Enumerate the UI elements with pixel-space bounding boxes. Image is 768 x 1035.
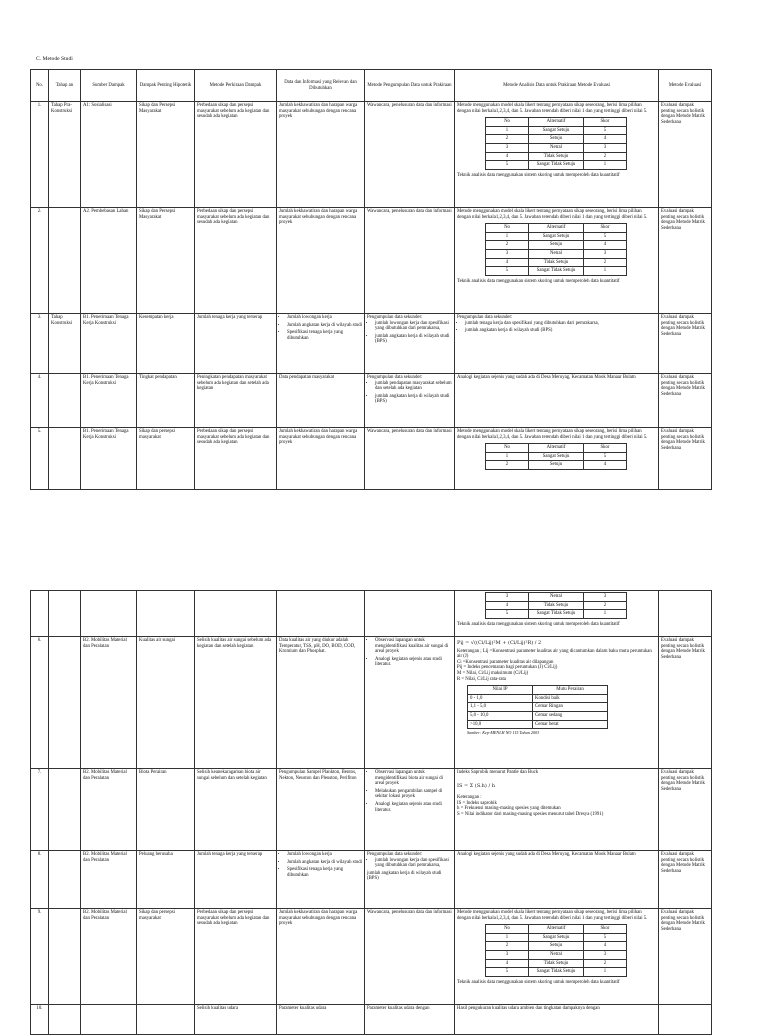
skor-header: Skor	[584, 444, 627, 453]
row-data: Jumlah kekhawatiran dan harapan warga masyarakat sehubungan dengan rencana proyek	[277, 428, 365, 490]
skor-cell: 4	[584, 461, 627, 470]
row-analisis	[455, 208, 659, 314]
row-no: 4.	[31, 374, 49, 428]
table-row	[31, 314, 712, 374]
row-perkiraan: Jumlah tenaga kerja yang terserap	[195, 314, 277, 374]
row-analisis	[455, 428, 659, 490]
skor-header: Alternatif	[529, 444, 584, 453]
row-dampak: Peluang berusaha	[137, 851, 195, 909]
row-tahapan	[49, 769, 81, 851]
skor-cell: 1	[486, 933, 529, 942]
row-evaluasi: Evaluasi dampak penting secara holistik dengan Metode Matrik Sederhana	[659, 428, 712, 490]
row-tahapan: Tahap Konstruksi	[49, 314, 81, 374]
nilai-header: Nilai IP	[468, 686, 533, 695]
skor-cell: Sangat Setuju	[529, 126, 584, 135]
skor-cell: 4	[486, 258, 529, 267]
table-row	[31, 208, 712, 314]
row-sumber: B2. Mobilitas Material dan Peralatan	[81, 909, 137, 1005]
pengumpulan-title: Pengumpulan data sekunder:	[367, 315, 423, 320]
skor-cell: Setuju	[529, 942, 584, 951]
row-tahapan	[49, 374, 81, 428]
teknik-text: Teknik analisis data menggunakan sistem skoring untuk memperoleh data kuantitatif	[457, 621, 620, 627]
analisis-title: Pengumpulan data sekunder:	[457, 315, 513, 320]
ket-line: IS = Indeks saprobik	[457, 800, 497, 806]
table-row	[31, 909, 712, 1005]
skor-header: No	[486, 118, 529, 127]
skor-cell: 3	[486, 143, 529, 152]
skor-cell: Sangat Tidak Setuju	[529, 161, 584, 170]
nilai-cell: Cemar berat	[533, 720, 608, 729]
skor-header: No	[486, 925, 529, 934]
row-dampak: Sikap dan Persepsi Masyarakat	[137, 208, 195, 314]
row-pengumpulan	[365, 374, 455, 428]
row-data: Jumlah kekhawatiran dan harapan warga masyarakat sehubungan dengan rencana proyek	[277, 909, 365, 1005]
list-item: • Analogi kegiatan sejenis atau studi literatur.	[375, 657, 452, 668]
header-data-informasi: Data dan Informasi yang Relevan dan Dibutuhkan	[277, 70, 365, 102]
row-data: Jumlah kekhawatiran dan harapan warga masyarakat sehubungan dengan rencana proyek	[277, 208, 365, 314]
skor-cell: 3	[584, 249, 627, 258]
row-analisis	[455, 314, 659, 374]
keterangan-text: Keterangan ; Lij =Konsentrasi parameter kualitas air yang dicantumkan dalam baku mutu peruntukan air (J)	[457, 648, 652, 660]
skor-cell: 4	[584, 241, 627, 250]
row-no: 7.	[31, 769, 49, 851]
skor-header: Skor	[584, 118, 627, 127]
row-dampak: Tingkat pendapatan	[137, 374, 195, 428]
nilai-cell: 5,0 - 10,0	[468, 711, 533, 720]
row-sumber: A1: Sosialisasi	[81, 102, 137, 208]
header-metode-evaluasi: Metode Evaluasi	[659, 70, 712, 102]
skor-cell: 5	[584, 933, 627, 942]
ket-line: S = Nilai indikator dari masing-masing spesies menurut tabel Dresya (1991)	[457, 811, 604, 817]
ket-line: h = Frekuensi masing-masing spesies yang ditemukan	[457, 806, 561, 812]
row-no: 9.	[31, 909, 49, 1005]
skor-header: Skor	[584, 224, 627, 233]
list-item: • Analogi kegiatan sejenis atau studi literatur.	[375, 802, 452, 813]
header-metode-pengumpulan: Metode Pengumpulan Data untuk Prakiraan	[365, 70, 455, 102]
row-pengumpulan	[365, 851, 455, 909]
row-sumber: B1. Penerimaan Tenaga Kerja Konstruksi	[81, 428, 137, 490]
skor-header: No	[486, 444, 529, 453]
table-row	[31, 851, 712, 909]
table-row	[31, 374, 712, 428]
skor-cell: Sangat Tidak Setuju	[529, 968, 584, 977]
list-item: • jumlah lowongan kerja dan spesifikasi yang dibutuhkan dari pemrakarsa,	[375, 858, 452, 869]
skor-cell: 5	[584, 232, 627, 241]
row-perkiraan: Selisih keanekaragaman biota air sungai sebelum dan setelah kegiatan	[195, 769, 277, 851]
list-item: • jumlah angkatan kerja di wilayah studi (BPS)	[465, 328, 656, 334]
row-sumber: B2. Mobilitas Material dan Peralatan	[81, 769, 137, 851]
skor-cell: Sangat Setuju	[529, 232, 584, 241]
skor-cell: 3	[486, 950, 529, 959]
row-sumber: B2. Mobilitas Material dan Peralatan	[81, 851, 137, 909]
skor-cell: Tidak Setuju	[529, 152, 584, 161]
row-perkiraan: Selisih kualitas air sungai sebelum ada kegiatan dan setelah kegiatan	[195, 637, 277, 769]
likert-text: Metode menggunakan model skala likert tentang pernyataan sikap seseorang, berisi lima pilihan dengan nilai berkala1,2,3,4, dan 5. Jawaban terendah diberi nilai 1 dan yang tertinggi diberi nilai 5.	[457, 209, 648, 220]
skor-cell: 5	[584, 126, 627, 135]
skor-cell: Sangat Setuju	[529, 933, 584, 942]
table-row	[31, 1005, 712, 1035]
skor-cell: Tidak Setuju	[529, 258, 584, 267]
header-sumber-dampak: Sumber Dampak	[81, 70, 137, 102]
row-tahapan	[49, 428, 81, 490]
sumber-text: Sumber: Kep-MENLH NO 115 Tahun 2003	[467, 730, 540, 736]
row-data: Pengumpulan Sampel Plankton, Bentos, Nekton, Neuston dan Pleuston, Perifiton	[277, 769, 365, 851]
teknik-text: Teknik analisis data menggunakan sistem skoring untuk memperoleh data kuantitatif	[457, 979, 620, 985]
skor-cell: 3	[584, 950, 627, 959]
list-item: • Jumlah angkatan kerja di wilayah studi	[287, 323, 362, 329]
ket-line: Pij = Indeks pencemaran bagi peruntukan (J) Ci/Lij)	[457, 665, 558, 671]
row-evaluasi: Evaluasi dampak penting secara holistik dengan Metode Matrik Sederhana	[659, 374, 712, 428]
skor-cell: 1	[486, 126, 529, 135]
pengumpulan-title: Pengumpulan data sekunder:	[367, 852, 423, 857]
skor-cell: Netral	[529, 950, 584, 959]
row-dampak: Kesempatan kerja	[137, 314, 195, 374]
skor-cell: Netral	[529, 249, 584, 258]
row-pengumpulan: Wawancara, penelusuran data dan informasi	[365, 208, 455, 314]
skor-cell: Setuju	[529, 461, 584, 470]
row-sumber: A2. Pembebasan Lahan	[81, 208, 137, 314]
teknik-text: Teknik analisis data menggunakan sistem skoring untuk memperoleh data kuantitatif	[457, 172, 620, 178]
header-no: No.	[31, 70, 49, 102]
row-analisis	[455, 591, 659, 637]
list-item: • Observasi lapangan untuk mengidentifikasi kualitas air sungai di areal proyek	[375, 638, 452, 655]
skor-cell: 1	[486, 232, 529, 241]
metode-studi-table-bottom	[30, 590, 712, 1035]
header-metode-analisis: Metode Analisis Data untuk Prakiraan Metode Evaluasi	[455, 70, 659, 102]
list-item: • Spesifikasi tenaga kerja yang dibutuhkan	[287, 867, 362, 878]
skor-cell: Setuju	[529, 135, 584, 144]
nilai-ip-table	[467, 685, 608, 729]
nilai-cell: 0 - 1,0	[468, 694, 533, 703]
header-metode-perkiraan: Metode Perkiraan Dampak	[195, 70, 277, 102]
skor-table	[485, 443, 627, 470]
row-tahapan	[49, 637, 81, 769]
skor-cell: 5	[486, 161, 529, 170]
list-item: • Jumlah lowongan kerja	[287, 852, 362, 858]
row-data	[277, 314, 365, 374]
skor-cell: 2	[584, 959, 627, 968]
skor-header: Skor	[584, 925, 627, 934]
skor-cell: 1	[584, 267, 627, 276]
is-formula: IS = Σ (S.h) / h	[457, 782, 495, 789]
skor-cell: 2	[486, 135, 529, 144]
row-evaluasi: Evaluasi dampak penting secara holistik dengan Metode Matrik Sederhana	[659, 769, 712, 851]
teknik-text: Teknik analisis data menggunakan sistem skoring untuk memperoleh data kuantitatif	[457, 278, 620, 284]
row-analisis	[455, 102, 659, 208]
row-evaluasi: Evaluasi dampak penting secara holistik dengan Metode Matrik Sederhana	[659, 102, 712, 208]
row-dampak: Sikap dan Persepsi Masyarakat	[137, 102, 195, 208]
row-dampak: Sikap dan persepsi masyarakat	[137, 909, 195, 1005]
skor-cell: 4	[584, 942, 627, 951]
analisis-title: Indeks Saprobik menurut Pantle dan Buck	[457, 770, 539, 775]
table-row	[31, 591, 712, 637]
skor-cell: 3	[584, 143, 627, 152]
row-pengumpulan: Wawancara, penelusuran data dan informasi	[365, 102, 455, 208]
skor-cell: 1	[584, 161, 627, 170]
row-dampak: Kualitas air sungai	[137, 637, 195, 769]
row-pengumpulan: Parameter kualitas udara dengan	[365, 1005, 455, 1035]
row-perkiraan: Jumlah tenaga kerja yang terserap	[195, 851, 277, 909]
keterangan-title: Keterangan :	[457, 795, 482, 801]
ket-line: Ci =Konsentrasi parameter kualitas air dilapangan	[457, 659, 554, 665]
row-evaluasi: Evaluasi dampak penting secara holistik dengan Metode Matrik Sederhana	[659, 851, 712, 909]
row-pengumpulan: Wawancara, penelusuran data dan informasi	[365, 428, 455, 490]
nilai-cell: >10,0	[468, 720, 533, 729]
section-title: C. Metode Studi	[36, 56, 73, 62]
list-item: • Melakukan pengambilan sampel di sekitar lokasi proyek	[375, 789, 452, 800]
row-no: 3.	[31, 314, 49, 374]
skor-table	[485, 924, 627, 977]
skor-header: Alternatif	[529, 925, 584, 934]
metode-studi-table-top	[30, 69, 712, 490]
row-no: 2.	[31, 208, 49, 314]
row-data: Jumlah kekhawatiran dan harapan warga masyarakat sehubungan dengan rencana proyek	[277, 102, 365, 208]
row-no: 10.	[31, 1005, 49, 1035]
skor-table	[485, 223, 627, 276]
skor-cell: 2	[486, 942, 529, 951]
row-no: 6.	[31, 637, 49, 769]
skor-cell: 2	[584, 601, 627, 610]
skor-cell: Netral	[529, 593, 584, 602]
skor-cell: Sangat Setuju	[529, 452, 584, 461]
row-no: 1.	[31, 102, 49, 208]
row-evaluasi: Evaluasi dampak penting secara holistik dengan Metode Matrik Sederhana	[659, 208, 712, 314]
row-analisis	[455, 909, 659, 1005]
skor-cell: 1	[584, 968, 627, 977]
pij-formula: Pij = √((Ci/Lij)²M + (Ci/Lij)²R) / 2	[457, 640, 542, 646]
skor-cell: 1	[486, 452, 529, 461]
skor-cell: Setuju	[529, 241, 584, 250]
likert-text: Metode menggunakan model skala likert tentang pernyataan sikap seseorang, berisi lima pilihan dengan nilai berkala1,2,3,4, dan 5. Jawaban terendah diberi nilai 1 dan yang tertinggi diberi nilai 5.	[457, 429, 648, 440]
row-evaluasi: Evaluasi dampak penting secara holistik dengan Metode Matrik Sederhana	[659, 637, 712, 769]
row-dampak: Biota Perairan	[137, 769, 195, 851]
row-no: 5.	[31, 428, 49, 490]
list-item: • jumlah angkatan kerja di wilayah studi (BPS)	[375, 394, 452, 405]
row-perkiraan: Perbedaan sikap dan persepsi masyarakat sebelum ada kegiatan dan sesudah ada kegiatan	[195, 428, 277, 490]
row-analisis: Analogi kegiatan sejenis yang sudah ada di Desa Meruyag, Kecamatan Mook Manaar Bulatn	[455, 374, 659, 428]
skor-cell: 5	[486, 968, 529, 977]
skor-cell: Tidak Setuju	[529, 601, 584, 610]
table-row	[31, 637, 712, 769]
list-item: • Jumlah lowongan kerja	[287, 315, 362, 321]
skor-cell: 3	[584, 593, 627, 602]
row-pengumpulan	[365, 314, 455, 374]
row-tahapan: Tahap Pra-Konstruksi	[49, 102, 81, 208]
skor-cell: 3	[486, 249, 529, 258]
list-item: • Observasi lapangan untuk mengidentifikasi biota air sungai di areal proyek	[375, 770, 452, 787]
list-item: • jumlah angkatan kerja di wilayah studi (BPS)	[375, 334, 452, 345]
skor-header: No	[486, 224, 529, 233]
skor-header: Alternatif	[529, 118, 584, 127]
row-perkiraan: Peningkatan pendapatan masyarakat sebelum ada kegiatan dan setelah ada kegiatan	[195, 374, 277, 428]
header-row	[31, 70, 712, 102]
row-data: Data kualitas air yang diukur adalah Temperatur, TSS, pH, DO, BOD, COD, Kromium dan Phosphat.	[277, 637, 365, 769]
pengumpulan-title: Pengumpulan data sekunder:	[367, 375, 423, 380]
row-analisis: Hasil pengukuran kualitas udara ambien dan tingkatan dampaknya dengan	[455, 1005, 659, 1035]
row-pengumpulan	[365, 637, 455, 769]
row-sumber: B1. Penerimaan Tenaga Kerja Konstruksi	[81, 374, 137, 428]
skor-header: Alternatif	[529, 224, 584, 233]
skor-table	[485, 117, 627, 170]
row-analisis	[455, 637, 659, 769]
skor-cell: 4	[486, 959, 529, 968]
skor-cell: Sangat Tidak Setuju	[529, 610, 584, 619]
header-tahapan: Tahap an	[49, 70, 81, 102]
list-item: • jumlah pendapatan masyarakat sebelum dan setelah ada kegiatan	[375, 381, 452, 392]
header-dampak-penting: Dampak Penting Hipotetik	[137, 70, 195, 102]
skor-cell: 2	[486, 461, 529, 470]
row-evaluasi: Evaluasi dampak penting secara holistik dengan Metode Matrik Sederhana	[659, 909, 712, 1005]
nilai-header: Mutu Perairan	[533, 686, 608, 695]
ket-line: M = Nilai, Ci/Lij maksimum (Ci/Lij)	[457, 670, 529, 676]
likert-text: Metode menggunakan model skala likert tentang pernyataan sikap seseorang, berisi lima pilihan dengan nilai berkala1,2,3,4, dan 5. Jawaban terendah diberi nilai 1 dan yang tertinggi diberi nilai 5.	[457, 910, 648, 921]
table-row	[31, 102, 712, 208]
skor-cell: 2	[584, 152, 627, 161]
row-perkiraan: Perbedaan sikap dan persepsi masyarakat sebelum ada kegiatan dan sesudah ada kegiatan	[195, 208, 277, 314]
likert-text: Metode menggunakan model skala likert tentang pernyataan sikap seseorang, berisi lima pilihan dengan nilai berkala1,2,3,4, dan 5. Jawaban terendah diberi nilai 1 dan yang tertinggi diberi nilai 5.	[457, 103, 648, 114]
nilai-cell: Kondisi baik	[533, 694, 608, 703]
row-data: Parameter kualitas udara	[277, 1005, 365, 1035]
list-item: • jumlah lowongan kerja dan spesifikasi yang dibutuhkan dari pemrakarsa,	[375, 321, 452, 332]
row-perkiraan: Perbedaan sikap dan persepsi masyarakat sebelum ada kegiatan dan sesudah ada kegiatan	[195, 909, 277, 1005]
skor-cell: 5	[486, 267, 529, 276]
row-sumber: B1. Penerimaan Tenaga Kerja Konstruksi	[81, 314, 137, 374]
nilai-cell: Cemar Ringan	[533, 703, 608, 712]
row-data	[277, 851, 365, 909]
skor-table	[485, 592, 627, 619]
skor-cell: 4	[486, 152, 529, 161]
row-tahapan	[49, 208, 81, 314]
skor-cell: Tidak Setuju	[529, 959, 584, 968]
row-data: Data pendapatan masyarakat	[277, 374, 365, 428]
skor-cell: 1	[584, 610, 627, 619]
row-sumber: B2. Mobilitas Material dan Peralatan	[81, 637, 137, 769]
pengumpulan-tail: jumlah angkatan kerja di wilayah studi (BPS)	[367, 870, 442, 882]
nilai-cell: 1,1 - 5,0	[468, 703, 533, 712]
list-item: • jumlah tenaga kerja dan spesifikasi yang dibutuhkan dari pemrakarsa,	[465, 321, 656, 327]
skor-cell: 5	[584, 452, 627, 461]
row-perkiraan: Perbedaan sikap dan persepsi masyarakat sebelum ada kegiatan dan sesudah ada kegiatan	[195, 102, 277, 208]
row-analisis	[455, 769, 659, 851]
row-evaluasi: Evaluasi dampak penting secara holistik dengan Metode Matrik Sederhana	[659, 314, 712, 374]
skor-cell: 4	[584, 135, 627, 144]
skor-cell: 4	[486, 601, 529, 610]
row-tahapan	[49, 851, 81, 909]
nilai-cell: Cemar sedang	[533, 711, 608, 720]
row-tahapan	[49, 909, 81, 1005]
row-pengumpulan: Wawancara, penelusuran data dan informasi	[365, 909, 455, 1005]
row-no: 8.	[31, 851, 49, 909]
skor-cell: 2	[486, 241, 529, 250]
skor-cell: Sangat Tidak Setuju	[529, 267, 584, 276]
table-row	[31, 428, 712, 490]
list-item: • Spesifikasi tenaga kerja yang dibutuhkan	[287, 330, 362, 341]
skor-cell: 5	[486, 610, 529, 619]
skor-cell: 2	[584, 258, 627, 267]
row-perkiraan: Selisih kualitas udara	[195, 1005, 277, 1035]
ket-line: R = Nilai, Ci/Lij rata-rata	[457, 676, 506, 682]
row-analisis: Analogi kegiatan sejenis yang sudah ada di Desa Meruyag, Kecamatan Mook Manaar Bulatn	[455, 851, 659, 909]
row-pengumpulan	[365, 769, 455, 851]
skor-cell: 3	[486, 593, 529, 602]
skor-cell: Netral	[529, 143, 584, 152]
table-row	[31, 769, 712, 851]
row-dampak: Sikap dan persepsi masyarakat	[137, 428, 195, 490]
list-item: • Jumlah angkatan kerja di wilayah studi	[287, 860, 362, 866]
